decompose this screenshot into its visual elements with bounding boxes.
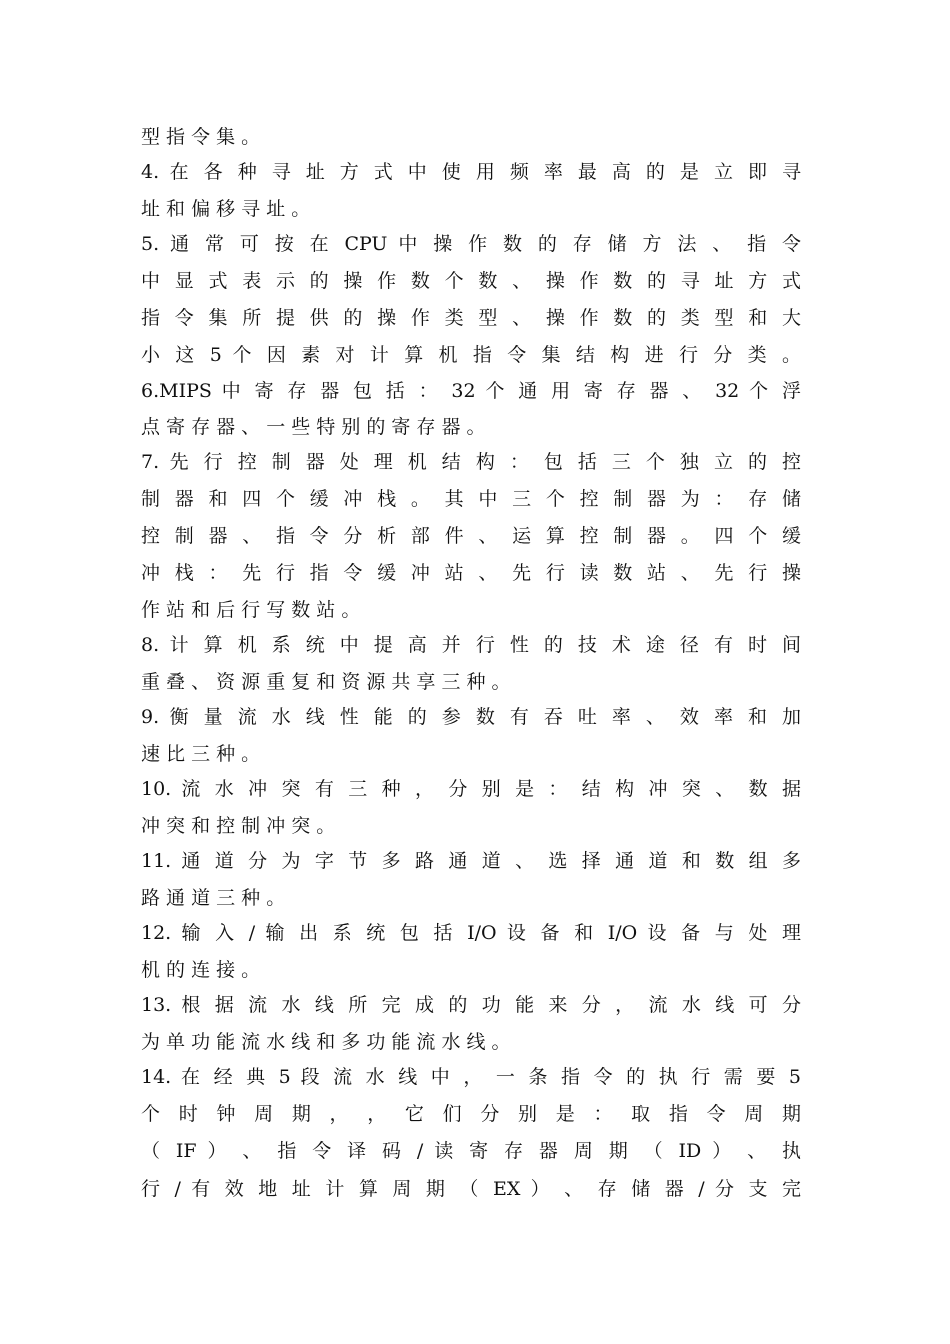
text-line: 点 寄 存 器 、 一 些 特 别 的 寄 存 器 。 <box>141 416 486 438</box>
text-line: 个 时 钟 周 期 ， ， 它 们 分 别 是 ： 取 指 令 周 期 <box>141 1103 801 1125</box>
text-line: 冲 栈 ： 先 行 指 令 缓 冲 站 、 先 行 读 数 站 、 先 行 操 <box>141 562 801 584</box>
text-line: 中 显 式 表 示 的 操 作 数 个 数 、 操 作 数 的 寻 址 方 式 <box>141 270 801 292</box>
text-line: 控 制 器 、 指 令 分 析 部 件 、 运 算 控 制 器 。 四 个 缓 <box>141 525 801 547</box>
text-line: 12. 输 入 / 输 出 系 统 包 括 I/O 设 备 和 I/O 设 备 与 处 理 <box>141 922 801 944</box>
text-line: 10. 流 水 冲 突 有 三 种 ， 分 别 是 ： 结 构 冲 突 、 数 据 <box>141 778 801 800</box>
text-line: 速 比 三 种 。 <box>141 743 261 765</box>
text-line: 作 站 和 后 行 写 数 站 。 <box>141 599 361 621</box>
text-line: 制 器 和 四 个 缓 冲 栈 。 其 中 三 个 控 制 器 为 ： 存 储 <box>141 488 801 510</box>
text-line: 重 叠 、 资 源 重 复 和 资 源 共 享 三 种 。 <box>141 671 511 693</box>
text-line: 址 和 偏 移 寻 址 。 <box>141 198 311 220</box>
text-line: （ IF ） 、 指 令 译 码 / 读 寄 存 器 周 期 （ ID ） 、 执 <box>141 1140 801 1162</box>
text-line: 11. 通 道 分 为 字 节 多 路 通 道 、 选 择 通 道 和 数 组 多 <box>141 850 801 872</box>
text-line: 4. 在 各 种 寻 址 方 式 中 使 用 频 率 最 高 的 是 立 即 寻 <box>141 161 801 183</box>
text-line: 型 指 令 集 。 <box>141 126 261 148</box>
text-line: 8. 计 算 机 系 统 中 提 高 并 行 性 的 技 术 途 径 有 时 间 <box>141 634 801 656</box>
text-line: 9. 衡 量 流 水 线 性 能 的 参 数 有 吞 吐 率 、 效 率 和 加 <box>141 706 801 728</box>
text-line: 机 的 连 接 。 <box>141 959 261 981</box>
text-line: 7. 先 行 控 制 器 处 理 机 结 构 ： 包 括 三 个 独 立 的 控 <box>141 451 801 473</box>
text-line: 13. 根 据 流 水 线 所 完 成 的 功 能 来 分 ， 流 水 线 可 分 <box>141 994 801 1016</box>
text-line: 5. 通 常 可 按 在 CPU 中 操 作 数 的 存 储 方 法 、 指 令 <box>141 233 801 255</box>
text-line: 14. 在 经 典 5 段 流 水 线 中 ， 一 条 指 令 的 执 行 需 要 5 <box>141 1066 801 1088</box>
text-line: 冲 突 和 控 制 冲 突 。 <box>141 815 336 837</box>
text-line: 路 通 道 三 种 。 <box>141 887 286 909</box>
text-line: 行 / 有 效 地 址 计 算 周 期 （ EX ） 、 存 储 器 / 分 支 完 <box>141 1178 801 1200</box>
text-line: 6.MIPS 中 寄 存 器 包 括 ： 32 个 通 用 寄 存 器 、 32 个 浮 <box>141 380 801 402</box>
text-line: 指 令 集 所 提 供 的 操 作 类 型 、 操 作 数 的 类 型 和 大 <box>141 307 801 329</box>
text-line: 小 这 5 个 因 素 对 计 算 机 指 令 集 结 构 进 行 分 类 。 <box>141 344 801 366</box>
text-line: 为 单 功 能 流 水 线 和 多 功 能 流 水 线 。 <box>141 1031 511 1053</box>
